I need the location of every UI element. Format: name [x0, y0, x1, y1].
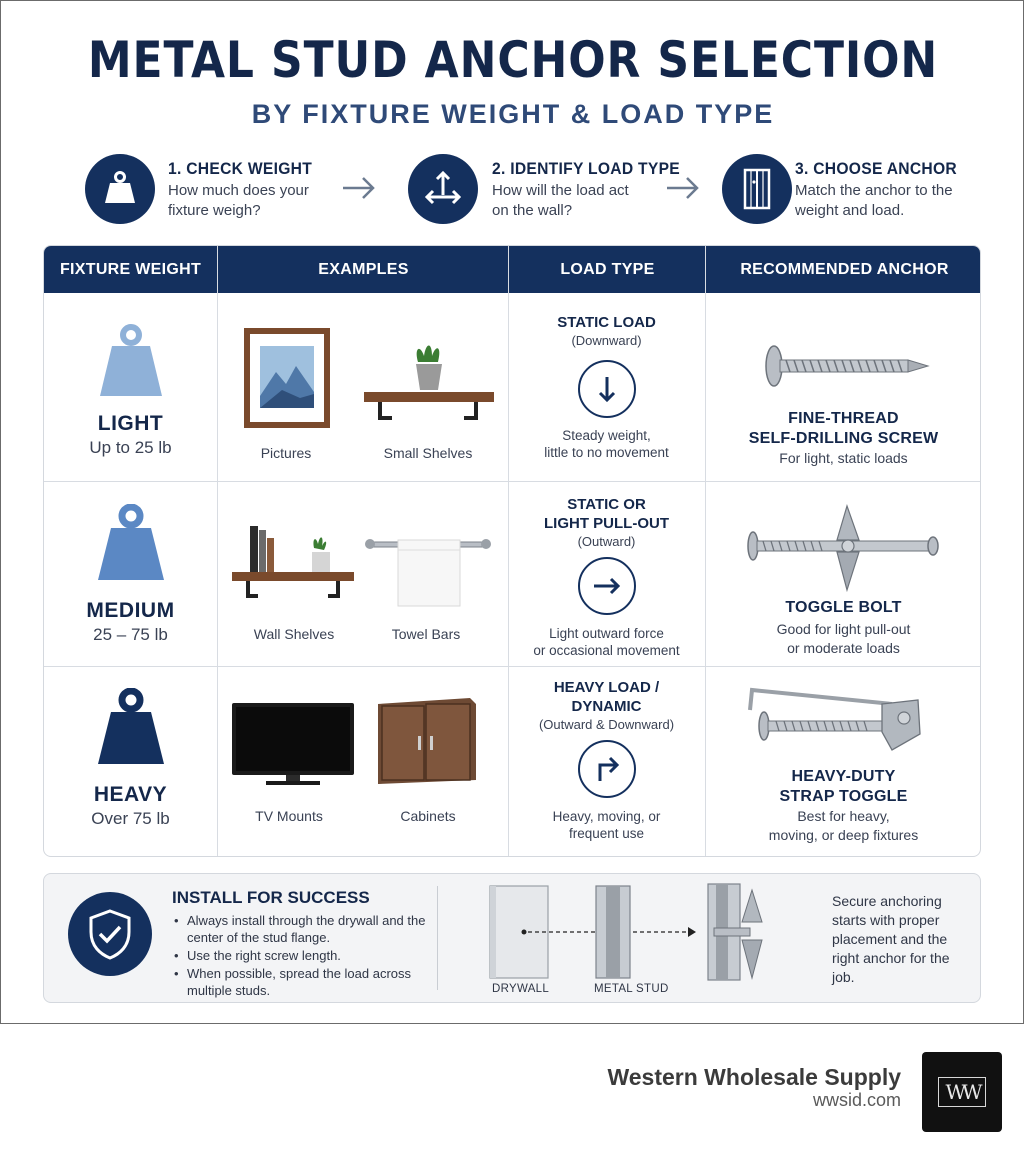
arrow-right-icon	[341, 173, 377, 203]
load-direction: (Outward)	[577, 534, 636, 549]
small-shelf-image	[362, 338, 496, 430]
weight-label: LIGHT	[97, 412, 164, 435]
logo-mark: WW	[938, 1077, 986, 1107]
weight-light-icon	[94, 324, 168, 400]
install-panel	[43, 873, 981, 1003]
steps-row	[1, 151, 1024, 227]
brand-url: wwsid.com	[812, 1090, 901, 1110]
weight-cell-medium	[44, 504, 217, 645]
anchor-cell-toggle	[705, 598, 981, 658]
anchor-title: FINE-THREAD	[788, 410, 899, 427]
install-tips	[172, 912, 442, 1000]
list-item: • Use the right screw length.	[172, 947, 442, 964]
example-label: Wall Shelves	[253, 626, 335, 642]
load-desc: frequent use	[568, 826, 645, 841]
cabinet-image	[376, 696, 480, 788]
load-title: STATIC LOAD	[557, 314, 656, 331]
column-divider	[705, 246, 706, 857]
anchor-desc: Good for light pull-out	[776, 621, 911, 637]
row-divider	[44, 481, 981, 482]
load-desc: Heavy, moving, or	[552, 809, 661, 824]
panel-divider	[437, 886, 438, 990]
example-label: Small Shelves	[383, 445, 473, 461]
load-desc: little to no movement	[544, 445, 669, 460]
step-desc-line: How much does your	[168, 182, 309, 199]
list-item: • Always install through the drywall and the center of the stud flange.	[172, 912, 442, 946]
column-divider	[217, 246, 218, 857]
diagram-label: METAL STUD	[594, 983, 669, 995]
weight-heavy-icon	[94, 688, 168, 766]
arrow-turn-icon	[578, 740, 636, 798]
example-label: Pictures	[260, 445, 312, 461]
list-item: • When possible, spread the load across multiple studs.	[172, 965, 442, 999]
weight-cell-light	[44, 324, 217, 458]
example-label: TV Mounts	[255, 808, 323, 824]
load-title: DYNAMIC	[571, 698, 642, 715]
step-title: 1. CHECK WEIGHT	[168, 159, 313, 178]
load-direction: (Downward)	[571, 333, 642, 348]
anchor-cell-strap	[705, 767, 981, 845]
anchor-title: STRAP TOGGLE	[779, 788, 908, 805]
brand-name: Western Wholesale Supply	[607, 1064, 901, 1090]
tv-image	[230, 701, 356, 789]
anchor-title: TOGGLE BOLT	[785, 599, 902, 616]
example-label: Cabinets	[400, 808, 456, 824]
anchor-desc: For light, static loads	[779, 450, 908, 466]
weight-cell-heavy	[44, 688, 217, 829]
step-desc-line: fixture weigh?	[168, 202, 261, 219]
load-cell-dynamic	[508, 678, 705, 842]
arrow-down-icon	[578, 360, 636, 418]
anchor-title: SELF-DRILLING SCREW	[748, 430, 939, 447]
step-title: 2. IDENTIFY LOAD TYPE	[492, 159, 681, 178]
load-direction: (Outward & Downward)	[538, 717, 675, 732]
weight-icon	[85, 154, 155, 224]
weight-medium-icon	[94, 504, 168, 582]
load-title: HEAVY LOAD /	[553, 679, 660, 696]
closing-line: Secure anchoring starts with proper placement and the right anchor for the job.	[832, 893, 950, 985]
weight-range: 25 – 75 lb	[93, 625, 168, 644]
towel-bar-image	[364, 536, 492, 608]
step-desc-line: on the wall?	[492, 202, 573, 219]
page-title: METAL STUD ANCHOR SELECTION	[87, 31, 939, 89]
load-desc: Light outward force	[549, 626, 664, 641]
strap-toggle-image	[742, 686, 926, 758]
step-3	[795, 159, 971, 221]
table-header	[44, 246, 981, 293]
load-arrows-icon	[408, 154, 478, 224]
load-cell-static	[508, 313, 705, 461]
picture-frame-image	[242, 326, 332, 430]
weight-label: HEAVY	[93, 783, 168, 806]
page-subtitle: BY FIXTURE WEIGHT & LOAD TYPE	[251, 99, 775, 129]
step-desc-line: weight and load.	[795, 202, 905, 219]
weight-range: Up to 25 lb	[89, 438, 172, 457]
self-drilling-screw-image	[762, 341, 932, 391]
wall-shelf-image	[230, 524, 356, 602]
column-header: RECOMMENDED ANCHOR	[740, 260, 949, 278]
arrow-right-icon	[665, 173, 701, 203]
load-desc: Steady weight,	[562, 428, 651, 443]
installation-diagram	[484, 882, 784, 982]
column-header: FIXTURE WEIGHT	[59, 260, 202, 278]
arrow-right-icon	[578, 557, 636, 615]
step-1	[168, 159, 325, 221]
load-desc: or occasional movement	[533, 643, 680, 658]
anchor-cell-screw	[705, 409, 981, 468]
anchor-desc: Best for heavy,	[797, 808, 890, 824]
weight-label: MEDIUM	[86, 599, 175, 622]
step-desc-line: Match the anchor to the	[795, 182, 953, 199]
example-label: Towel Bars	[391, 626, 461, 642]
anchor-title: HEAVY-DUTY	[791, 768, 896, 785]
step-desc-line: How will the load act	[492, 182, 629, 199]
load-title: LIGHT PULL-OUT	[544, 515, 669, 532]
install-title: INSTALL FOR SUCCESS	[172, 888, 370, 907]
row-divider	[44, 666, 981, 667]
weight-range: Over 75 lb	[91, 809, 170, 828]
stud-icon	[722, 154, 792, 224]
load-cell-pullout	[508, 495, 705, 659]
column-header: EXAMPLES	[318, 260, 409, 278]
anchor-desc: moving, or deep fixtures	[768, 827, 919, 843]
column-header: LOAD TYPE	[560, 260, 655, 278]
brand-logo	[922, 1052, 1002, 1132]
diagram-label: DRYWALL	[492, 983, 550, 995]
anchor-table	[43, 245, 981, 857]
shield-check-icon	[68, 892, 152, 976]
load-title: STATIC OR	[567, 496, 646, 513]
toggle-bolt-image	[747, 504, 939, 594]
step-title: 3. CHOOSE ANCHOR	[795, 159, 957, 178]
anchor-desc: or moderate loads	[787, 640, 900, 656]
